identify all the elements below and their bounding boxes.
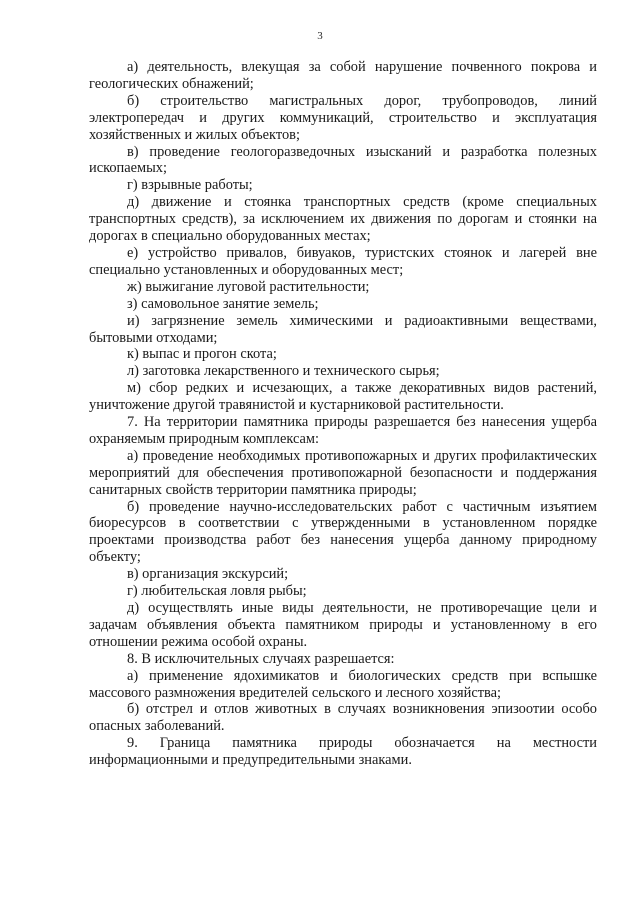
paragraph-prohibited-v: в) проведение геологоразведочных изысканий и разработка полезных ископаемых; (89, 143, 597, 177)
paragraph-section-8: 8. В исключительных случаях разрешается: (127, 650, 395, 667)
paragraph-prohibited-a: а) деятельность, влекущая за собой нарушение почвенного покрова и геологических обнажений; (89, 59, 597, 92)
paragraph-prohibited-k: к) выпас и прогон скота; (127, 346, 277, 363)
paragraph-section-9: 9. Граница памятника природы обозначается на местности информационными и предупредительными знаками. (89, 735, 597, 769)
paragraph-prohibited-m: м) сбор редких и исчезающих, а также декоративных видов растений, уничтожение другой травянистой и кустарниковой растительности. (89, 380, 597, 414)
paragraph-prohibited-e: е) устройство привалов, бивуаков, туристских стоянок и лагерей вне специально установленных и оборудованных мест; (89, 244, 597, 278)
paragraph-section-7: 7. На территории памятника природы разрешается без нанесения ущерба охраняемым природным комплексам: (89, 414, 597, 447)
paragraph-permitted-a: а) проведение необходимых противопожарных и других профилактических мероприятий для обеспечения противопожарной безопасности и поддержания санитарных свойств территории памятника природы; (89, 447, 597, 498)
paragraph-prohibited-l: л) заготовка лекарственного и технического сырья; (127, 363, 440, 380)
paragraph-prohibited-i: и) загрязнение земель химическими и радиоактивными веществами, бытовыми отходами; (89, 312, 597, 346)
paragraph-permitted-g: г) любительская ловля рыбы; (127, 583, 307, 600)
paragraph-prohibited-b: б) строительство магистральных дорог, трубопроводов, линий электропередач и других коммуникаций, строительство и эксплуатация хозяйственных и жилых объектов; (89, 92, 597, 143)
document-body (89, 59, 597, 769)
paragraph-prohibited-d: д) движение и стоянка транспортных средств (кроме специальных транспортных средств), за исключением их движения по дорогам и стоянки на дорогах в специально оборудованных местах; (89, 194, 597, 245)
paragraph-permitted-v: в) организация экскурсий; (127, 566, 289, 583)
page-number: 3 (317, 30, 323, 42)
paragraph-prohibited-g: г) взрывные работы; (127, 177, 253, 194)
paragraph-permitted-d: д) осуществлять иные виды деятельности, не противоречащие цели и задачам объявления объекта памятником природы и установленному в его отношении режима особой охраны. (89, 600, 597, 650)
paragraph-permitted-b: б) проведение научно-исследовательских работ с частичным изъятием биоресурсов в соответствии с утвержденными в установленном порядке проектами производства работ без нанесения ущерба данному природному объекту; (89, 498, 597, 566)
paragraph-exceptional-a: а) применение ядохимикатов и биологических средств при вспышке массового размножения вредителей сельского и лесного хозяйства; (89, 667, 597, 701)
paragraph-prohibited-zh: ж) выжигание луговой растительности; (127, 278, 370, 295)
paragraph-exceptional-b: б) отстрел и отлов животных в случаях возникновения эпизоотии особо опасных заболеваний. (89, 701, 597, 735)
paragraph-prohibited-z: з) самовольное занятие земель; (127, 295, 319, 312)
